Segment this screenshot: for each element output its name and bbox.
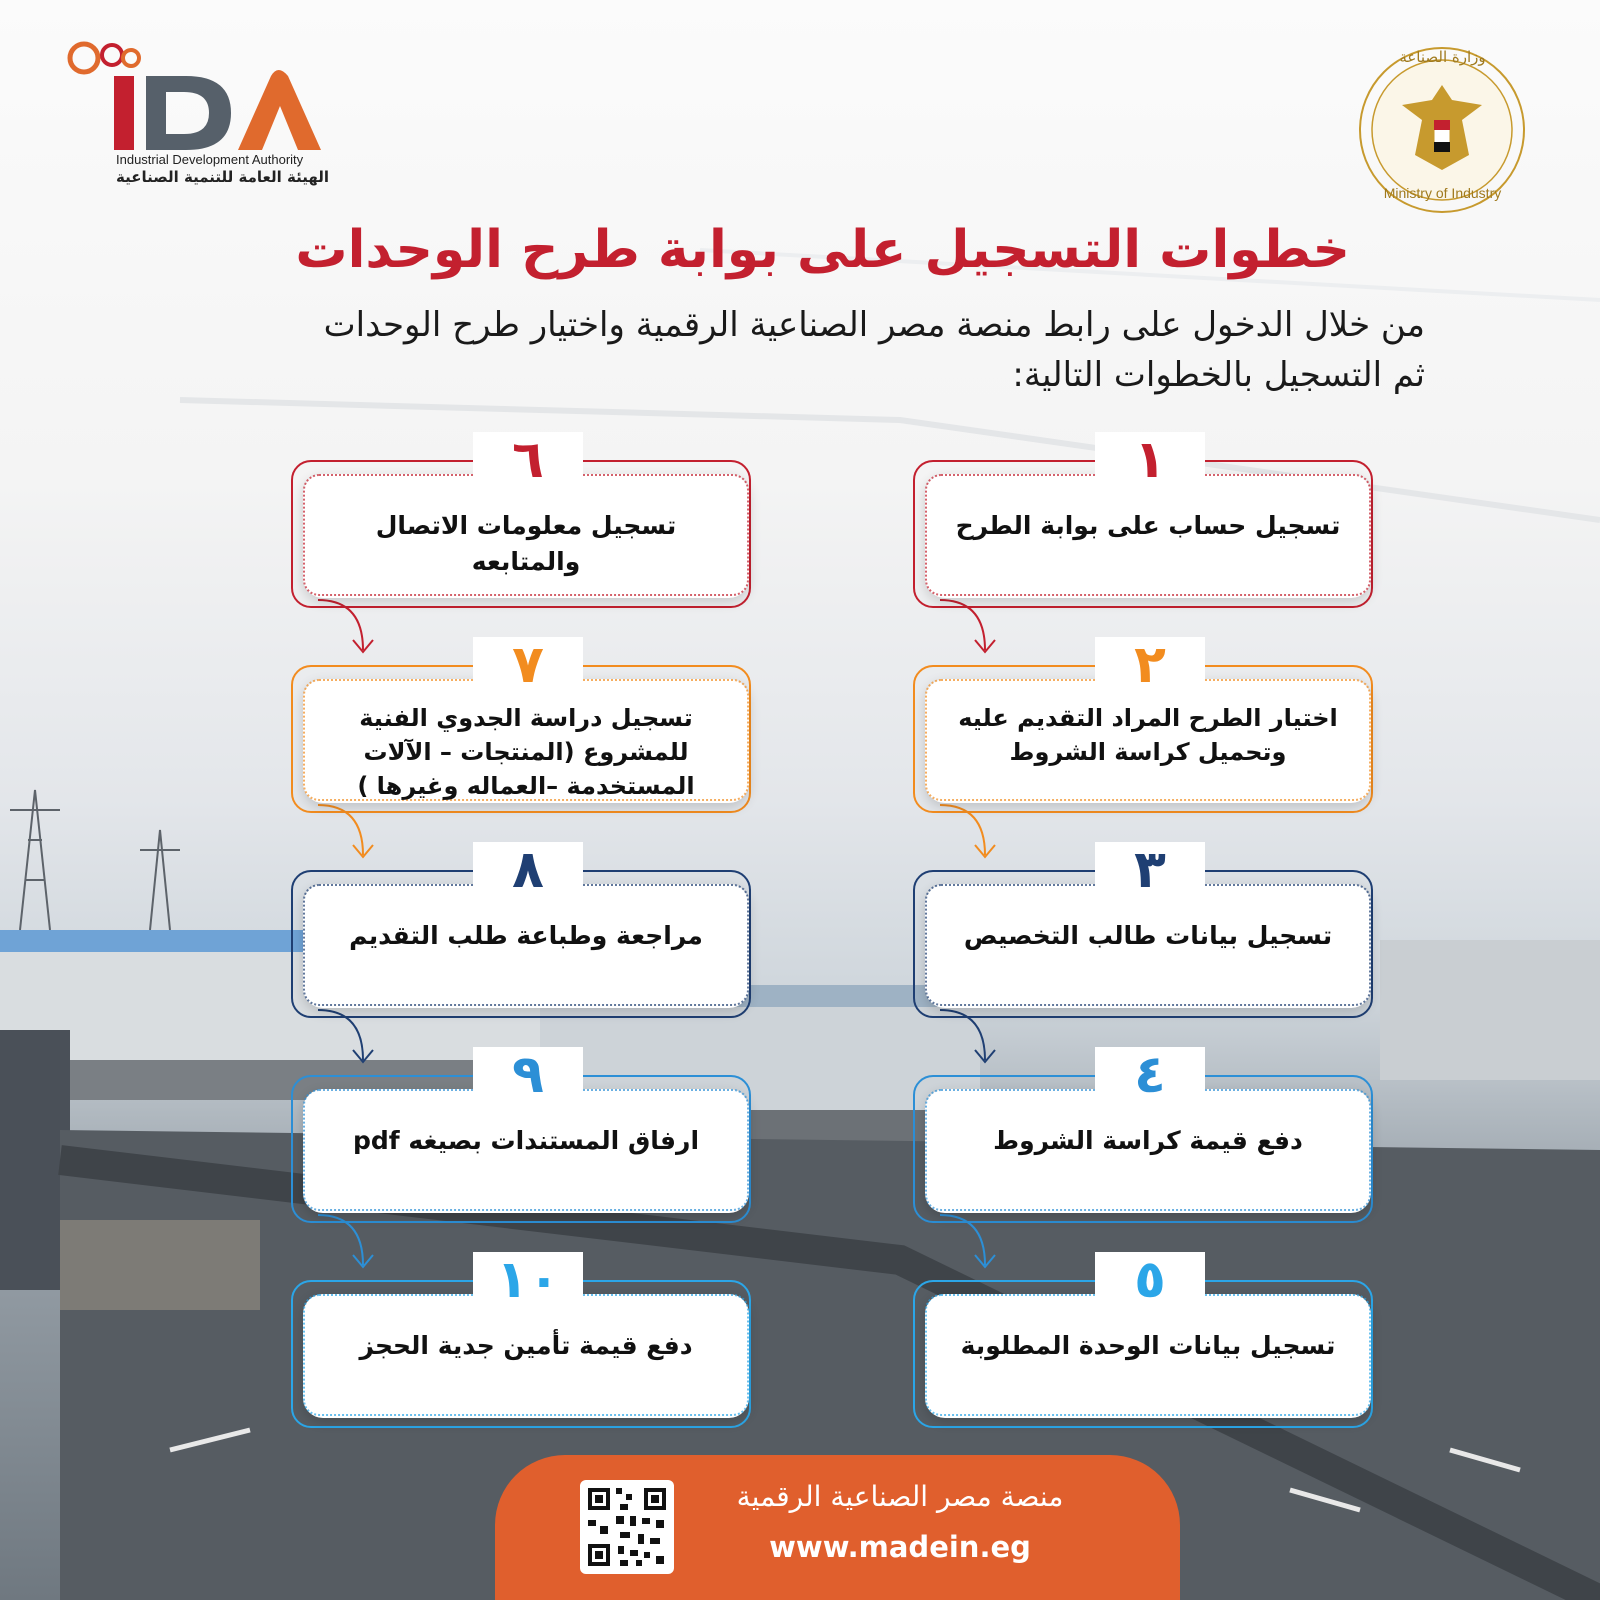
step-label: مراجعة وطباعة طلب التقديم — [349, 921, 703, 950]
step-number: ٦ — [473, 432, 583, 488]
step-label: تسجيل دراسة الجدوي الفنية للمشروع (المنتجات – الآلات المستخدمة –العماله وغيرها ) — [357, 704, 695, 800]
step-label: تسجيل حساب على بوابة الطرح — [955, 511, 1341, 540]
step-label: دفع قيمة تأمين جدية الحجز — [359, 1331, 693, 1360]
step-number: ٤ — [1095, 1047, 1205, 1103]
page-title: خطوات التسجيل على بوابة طرح الوحدات — [295, 220, 1350, 280]
step-number: ١ — [1095, 432, 1205, 488]
ida-logo-en: Industrial Development Authority — [116, 152, 304, 167]
ida-logo-ar: الهيئة العامة للتنمية الصناعية — [116, 168, 329, 186]
step-number: ١٠ — [473, 1252, 583, 1308]
step-label: دفع قيمة كراسة الشروط — [993, 1126, 1303, 1155]
step-number: ٩ — [473, 1047, 583, 1103]
intro-line-1: من خلال الدخول على رابط منصة مصر الصناعية الرقمية واختيار طرح الوحدات — [323, 305, 1425, 345]
intro-text — [225, 300, 1425, 400]
qr-code-icon[interactable] — [580, 1480, 674, 1574]
platform-url-link[interactable]: www.madein.eg — [769, 1530, 1031, 1564]
intro-line-2: ثم التسجيل بالخطوات التالية: — [1012, 355, 1425, 395]
seal-arabic-text: وزارة الصناعة — [1399, 48, 1486, 66]
step-number: ٧ — [473, 637, 583, 693]
step-label: تسجيل بيانات طالب التخصيص — [963, 921, 1333, 950]
step-label: تسجيل بيانات الوحدة المطلوبة — [960, 1331, 1336, 1360]
step-label: تسجيل معلومات الاتصال والمتابعه — [375, 511, 677, 576]
seal-english-text: Ministry of Industry — [1383, 185, 1502, 201]
step-number: ٣ — [1095, 842, 1205, 898]
gear-icon — [70, 44, 98, 72]
step-number: ٨ — [473, 842, 583, 898]
step-number: ٢ — [1095, 637, 1205, 693]
step-number: ٥ — [1095, 1252, 1205, 1308]
step-label: اختيار الطرح المراد التقديم عليه وتحميل كراسة الشروط — [958, 704, 1338, 766]
platform-name: منصة مصر الصناعية الرقمية — [736, 1480, 1064, 1513]
step-label: ارفاق المستندات بصيغه pdf — [352, 1126, 700, 1155]
